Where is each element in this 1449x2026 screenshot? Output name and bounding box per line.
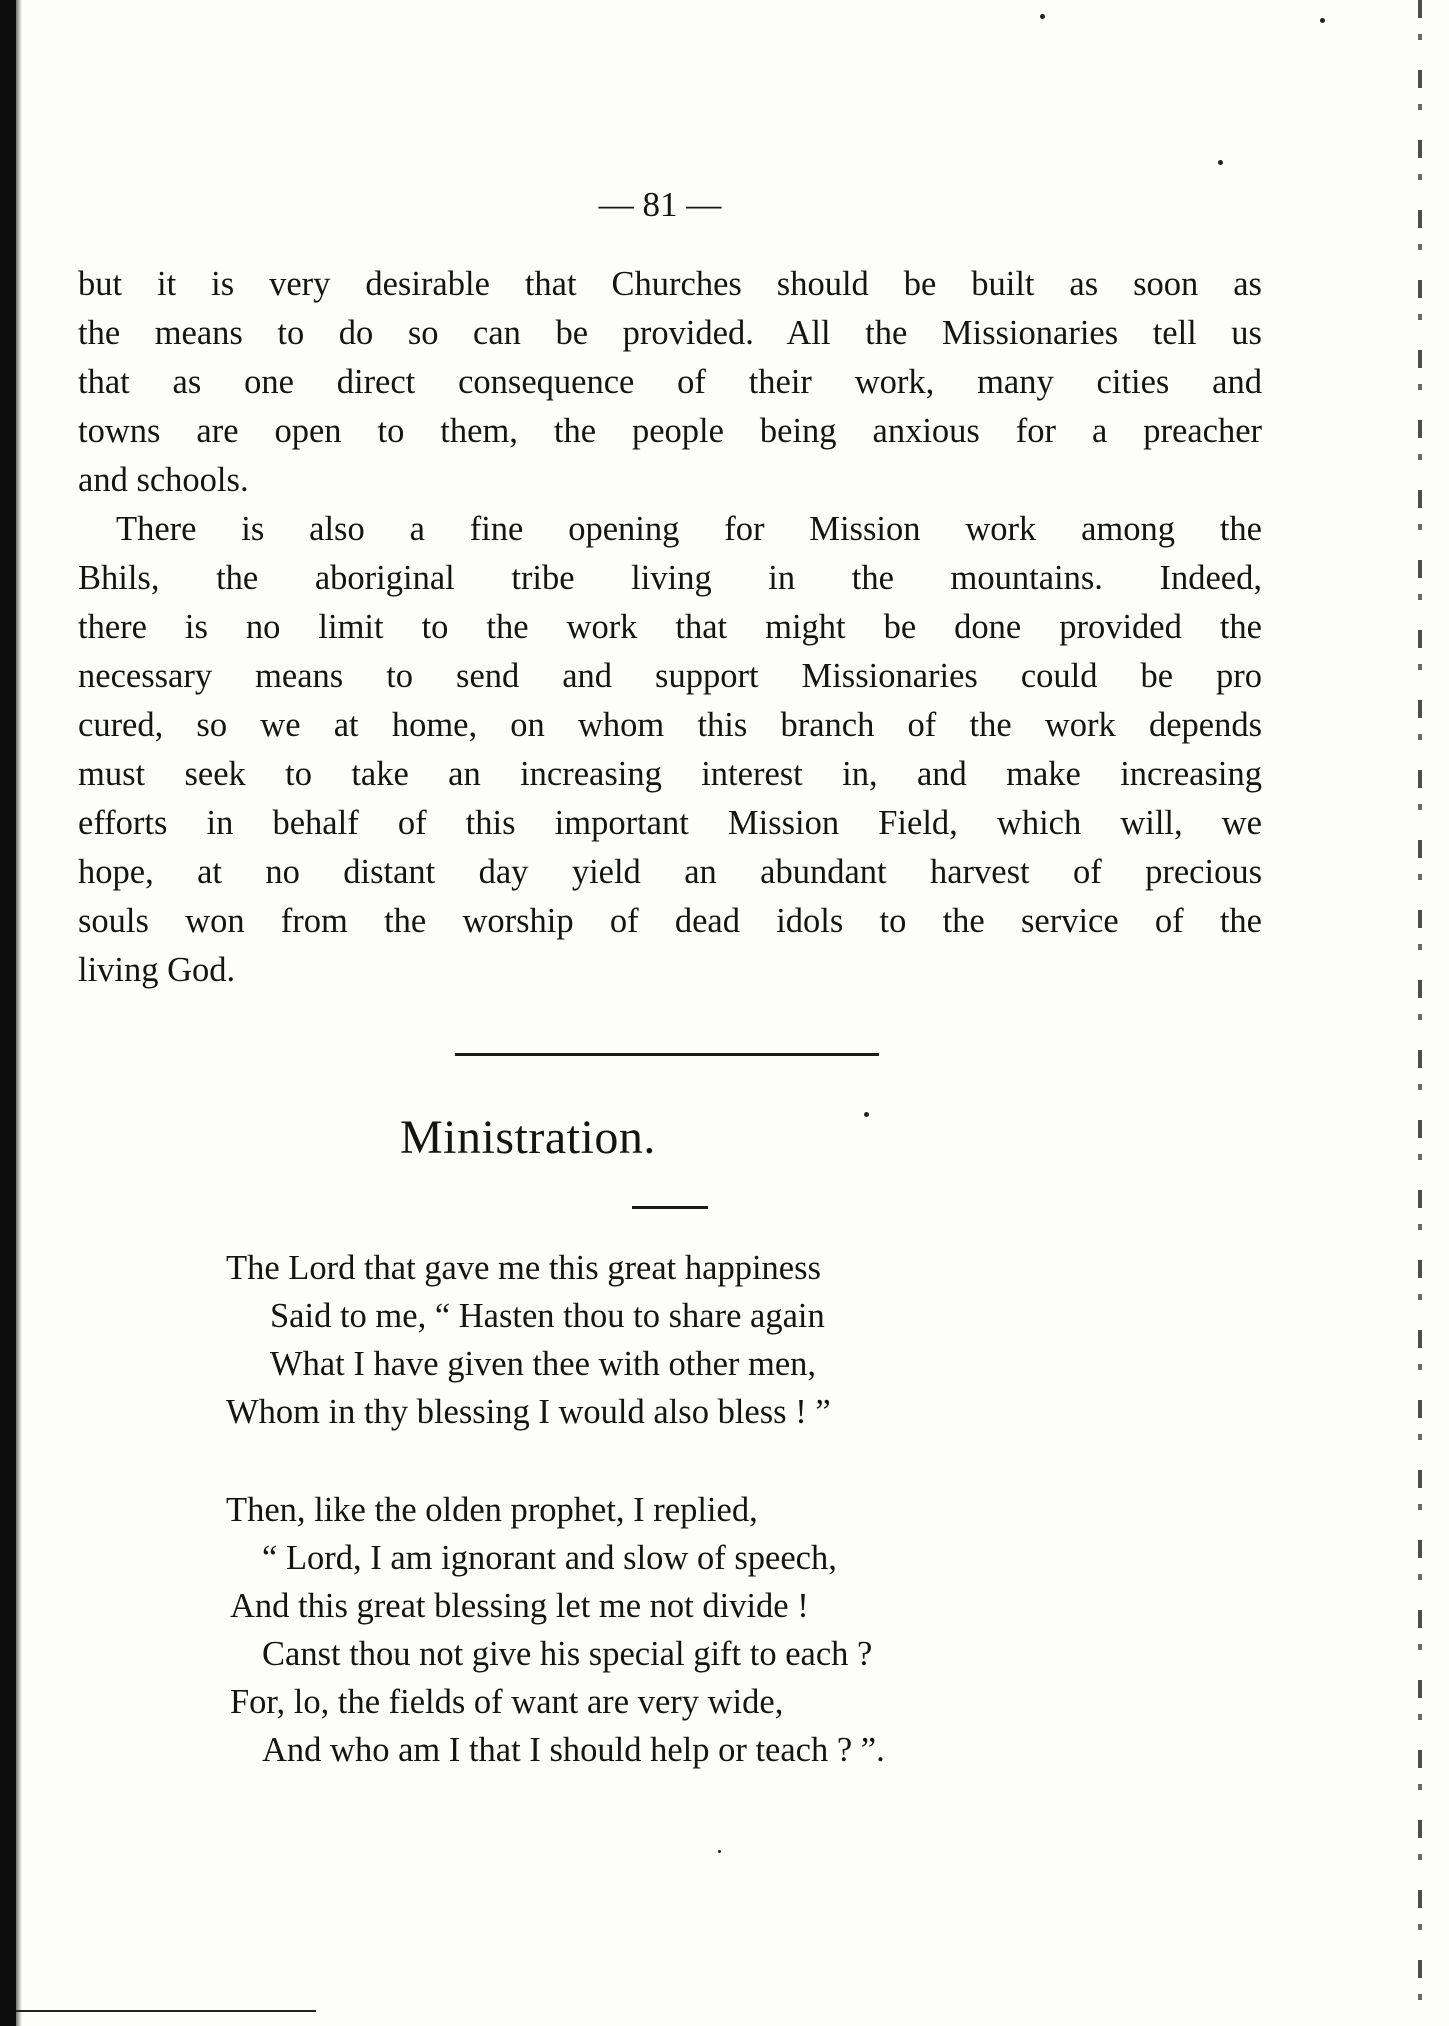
prose-line: the means to do so can be provided. All the Missionaries tell us xyxy=(78,314,1262,352)
poem-stanza xyxy=(226,1486,1226,1774)
poem-stanza xyxy=(226,1244,1226,1436)
poem-line: Whom in thy blessing I would also bless ! ” xyxy=(226,1393,831,1431)
poem-line: What I have given thee with other men, xyxy=(270,1345,817,1383)
prose-line: cured, so we at home, on whom this branch of the work depends xyxy=(78,706,1262,744)
prose-line: souls won from the worship of dead idols to the service of the xyxy=(78,902,1262,940)
scan-speck xyxy=(1040,14,1045,19)
poem-line: And this great blessing let me not divide ! xyxy=(230,1587,809,1625)
scan-speck xyxy=(1320,18,1325,23)
poem-line: For, lo, the fields of want are very wide, xyxy=(230,1683,784,1721)
poem-body xyxy=(226,1244,1226,1824)
prose-section xyxy=(78,260,1262,995)
page-number: — 81 — xyxy=(598,185,722,224)
prose-line: that as one direct consequence of their work, many cities and xyxy=(78,363,1262,401)
prose-line: must seek to take an increasing interest in, and make increasing xyxy=(78,755,1262,793)
poem-title: Ministration. xyxy=(400,1111,656,1164)
poem-line: “ Lord, I am ignorant and slow of speech, xyxy=(262,1539,837,1577)
poem-line: Then, like the olden prophet, I replied, xyxy=(226,1491,758,1529)
page-edge-marks xyxy=(1418,0,1422,2026)
prose-line: living God. xyxy=(78,951,236,989)
prose-line: and schools. xyxy=(78,461,249,499)
prose-line: There is also a fine opening for Mission work among the xyxy=(116,510,1262,548)
prose-line: Bhils, the aboriginal tribe living in the mountains. Indeed, xyxy=(78,559,1262,597)
poem-line: Said to me, “ Hasten thou to share again xyxy=(270,1297,825,1335)
scan-speck xyxy=(1218,160,1223,165)
prose-line: necessary means to send and support Missionaries could be pro xyxy=(78,657,1262,695)
prose-line: hope, at no distant day yield an abundant harvest of precious xyxy=(78,853,1262,891)
prose-line: efforts in behalf of this important Mission Field, which will, we xyxy=(78,804,1262,842)
poem-line: The Lord that gave me this great happiness xyxy=(226,1249,821,1287)
poem-line: Canst thou not give his special gift to each ? xyxy=(262,1635,873,1673)
section-divider xyxy=(455,1053,879,1056)
prose-line: but it is very desirable that Churches should be built as soon as xyxy=(78,265,1262,303)
title-underline xyxy=(632,1206,708,1209)
scan-speck xyxy=(718,1850,721,1853)
poem-line: And who am I that I should help or teach ? ”. xyxy=(262,1731,885,1769)
binding-edge xyxy=(0,0,16,2026)
prose-line: there is no limit to the work that might be done provided the xyxy=(78,608,1262,646)
bottom-edge-line xyxy=(16,2010,316,2012)
prose-line: towns are open to them, the people being anxious for a preacher xyxy=(78,412,1262,450)
